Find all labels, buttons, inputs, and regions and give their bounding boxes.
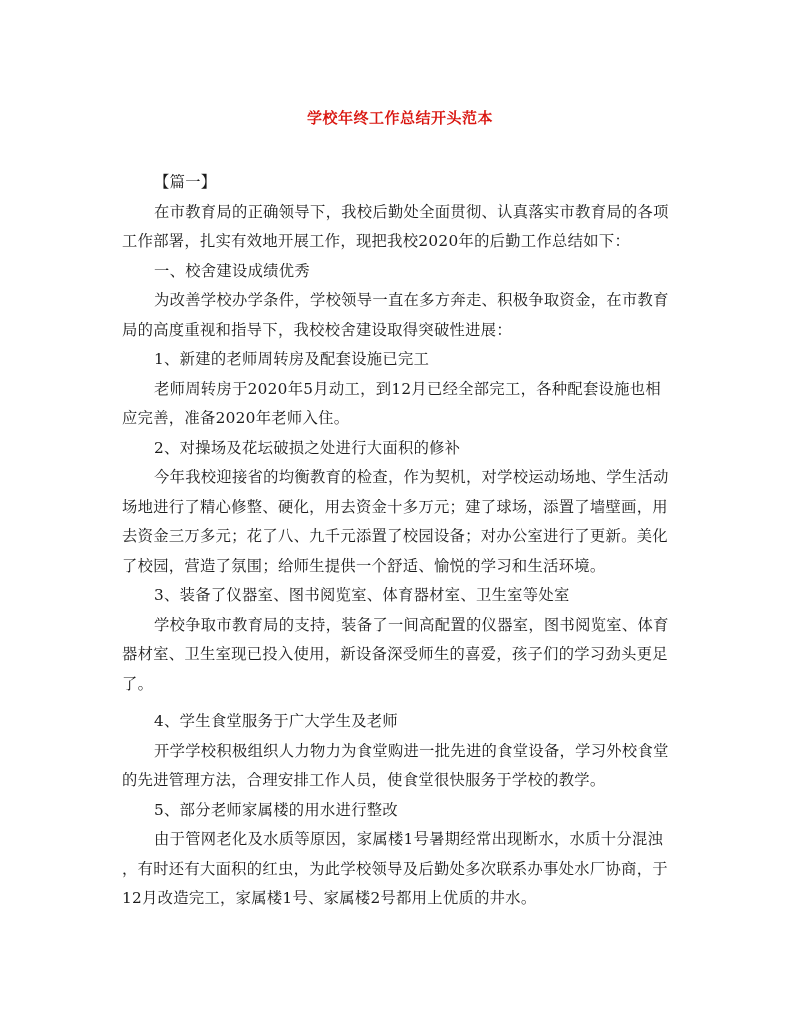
text-line: 局的高度重视和指导下，我校校舍建设取得突破性进展： (122, 320, 512, 339)
text-line: 学校争取市教育局的支持，装备了一间高配置的仪器室，图书阅览室、体育 (154, 615, 669, 634)
text-line: 在市教育局的正确领导下，我校后勤处全面贯彻、认真落实市教育局的各项 (154, 202, 669, 221)
text-line: 了校园，营造了氛围；给师生提供一个舒适、愉悦的学习和生活环境。 (122, 556, 606, 575)
document-body (122, 168, 684, 914)
text-line: 工作部署，扎实有效地开展工作，现把我校2020年的后勤工作总结如下： (122, 232, 631, 250)
text-line: 器材室、卫生室现已投入使用，新设备深受师生的喜爱，孩子们的学习劲头更足 (122, 645, 668, 663)
text-line: 应完善，准备2020年老师入住。 (122, 409, 350, 427)
text-line: 【篇一】 (154, 173, 217, 191)
text-line: 一、校舍建设成绩优秀 (154, 261, 310, 280)
text-line: 老师周转房于2020年5月动工，到12月已经全部完工，各种配套设施也相 (154, 379, 661, 398)
text-line: 2、对操场及花坛破损之处进行大面积的修补 (154, 438, 461, 457)
document-title: 学校年终工作总结开头范本 (306, 109, 493, 127)
text-line: 开学学校积极组织人力物力为食堂购进一批先进的食堂设备，学习外校食堂 (154, 741, 669, 760)
text-line: 12月改造完工，家属楼1号、家属楼2号都用上优质的井水。 (122, 889, 537, 907)
text-line: 去资金三万多元；花了八、九千元添置了校园设备；对办公室进行了更新。美化 (122, 527, 668, 545)
text-line: 今年我校迎接省的均衡教育的检查，作为契机，对学校运动场地、学生活动 (154, 468, 669, 486)
text-line: 为改善学校办学条件，学校领导一直在多方奔走、积极争取资金，在市教育 (154, 291, 669, 309)
text-line: 场地进行了精心修整、硬化，用去资金十多万元；建了球场，添置了墙壁画，用 (122, 497, 668, 516)
text-line: 3、装备了仪器室、图书阅览室、体育器材室、卫生室等处室 (154, 586, 570, 604)
text-line: 1、新建的老师周转房及配套设施已完工 (154, 350, 430, 368)
text-line: ，有时还有大面积的红虫，为此学校领导及后勤处多次联系办事处水厂协商，于 (122, 859, 668, 878)
text-line: 4、学生食堂服务于广大学生及老师 (154, 712, 398, 730)
text-line: 的先进管理方法，合理安排工作人员，使食堂很快服务于学校的教学。 (122, 771, 606, 789)
text-line: 由于管网老化及水质等原因，家属楼1号暑期经常出现断水，水质十分混浊 (154, 830, 664, 848)
text-line: 5、部分老师家属楼的用水进行整改 (154, 800, 398, 819)
text-line: 了。 (122, 674, 154, 693)
